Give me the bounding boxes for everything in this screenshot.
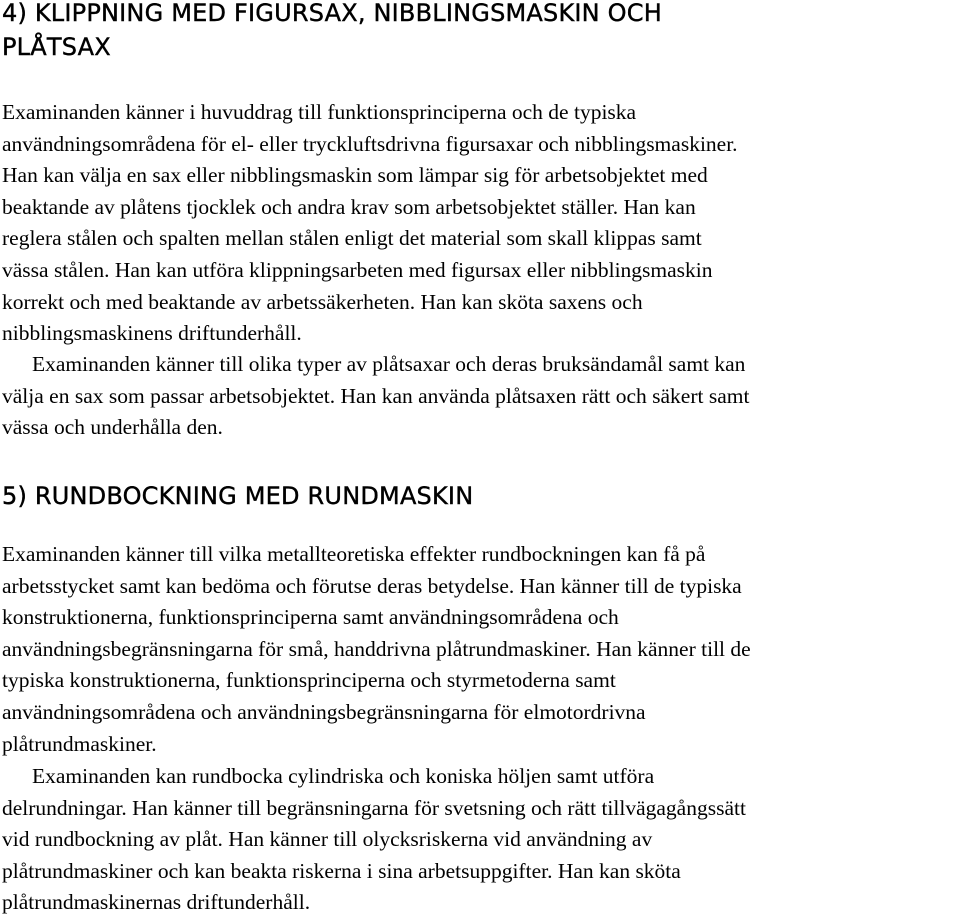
text-line: beaktande av plåtens tjocklek och andra krav som arbetsobjektet ställer. Han kan [2, 194, 696, 219]
text-line: reglera stålen och spalten mellan stålen enligt det material som skall klippas samt [2, 226, 702, 251]
text-line: korrekt och med beaktande av arbetssäkerheten. Han kan sköta saxens och [2, 289, 643, 314]
text-line: vässa stålen. Han kan utföra klippningsarbeten med figursax eller nibblingsmaskin [2, 257, 713, 282]
text-line: Examinanden kan rundbocka cylindriska och koniska höljen samt utföra [32, 764, 655, 788]
text-line: plåtrundmaskinernas driftunderhåll. [2, 890, 311, 915]
heading-line: 4) KLIPPNING MED FIGURSAX, NIBBLINGSMASKIN OCH [2, 0, 662, 27]
section-4-heading [2, 0, 902, 64]
text-line: användningsbegränsningarna för små, handdrivna plåtrundmaskiner. Han känner till de [2, 636, 751, 661]
section-5-paragraph-1 [2, 539, 957, 760]
section-5-paragraph-2 [2, 761, 957, 919]
text-line: arbetsstycket samt kan bedöma och förutse deras betydelse. Han känner till de typiska [2, 573, 742, 598]
text-line: nibblingsmaskinens driftunderhåll. [2, 321, 302, 346]
text-line: vid rundbockning av plåt. Han känner till olycksriskerna vid användning av [2, 827, 653, 852]
text-line: plåtrundmaskiner och kan beakta riskerna i sina arbetsuppgifter. Han kan sköta [2, 858, 681, 883]
text-line: Examinanden känner i huvuddrag till funktionsprinciperna och de typiska [2, 100, 637, 124]
text-line: Examinanden känner till vilka metallteoretiska effekter rundbockningen kan få på [2, 542, 706, 566]
text-line: användningsområdena och användningsbegränsningarna för elmotordrivna [2, 699, 646, 724]
text-line: plåtrundmaskiner. [2, 731, 157, 756]
text-line: typiska konstruktionerna, funktionsprinciperna och styrmetoderna samt [2, 668, 616, 693]
section-5-heading: 5) RUNDBOCKNING MED RUNDMASKIN [2, 482, 474, 510]
heading-line: PLÅTSAX [2, 33, 111, 61]
text-line: vässa och underhålla den. [2, 415, 223, 440]
text-line: välja en sax som passar arbetsobjektet. Han kan använda plåtsaxen rätt och säkert samt [2, 383, 750, 408]
text-line: Examinanden känner till olika typer av plåtsaxar och deras bruksändamål samt kan [32, 352, 746, 376]
text-line: användningsområdena för el- eller tryckluftsdrivna figursaxar och nibblingsmaskiner. [2, 131, 738, 156]
text-line: konstruktionerna, funktionsprinciperna samt användningsområdena och [2, 605, 619, 630]
section-4-paragraph-2 [2, 349, 957, 444]
text-line: Han kan välja en sax eller nibblingsmaskin som lämpar sig för arbetsobjektet med [2, 163, 708, 188]
section-4-paragraph-1 [2, 97, 957, 350]
text-line: delrundningar. Han känner till begränsningarna för svetsning och rätt tillvägagångssätt [2, 795, 746, 820]
